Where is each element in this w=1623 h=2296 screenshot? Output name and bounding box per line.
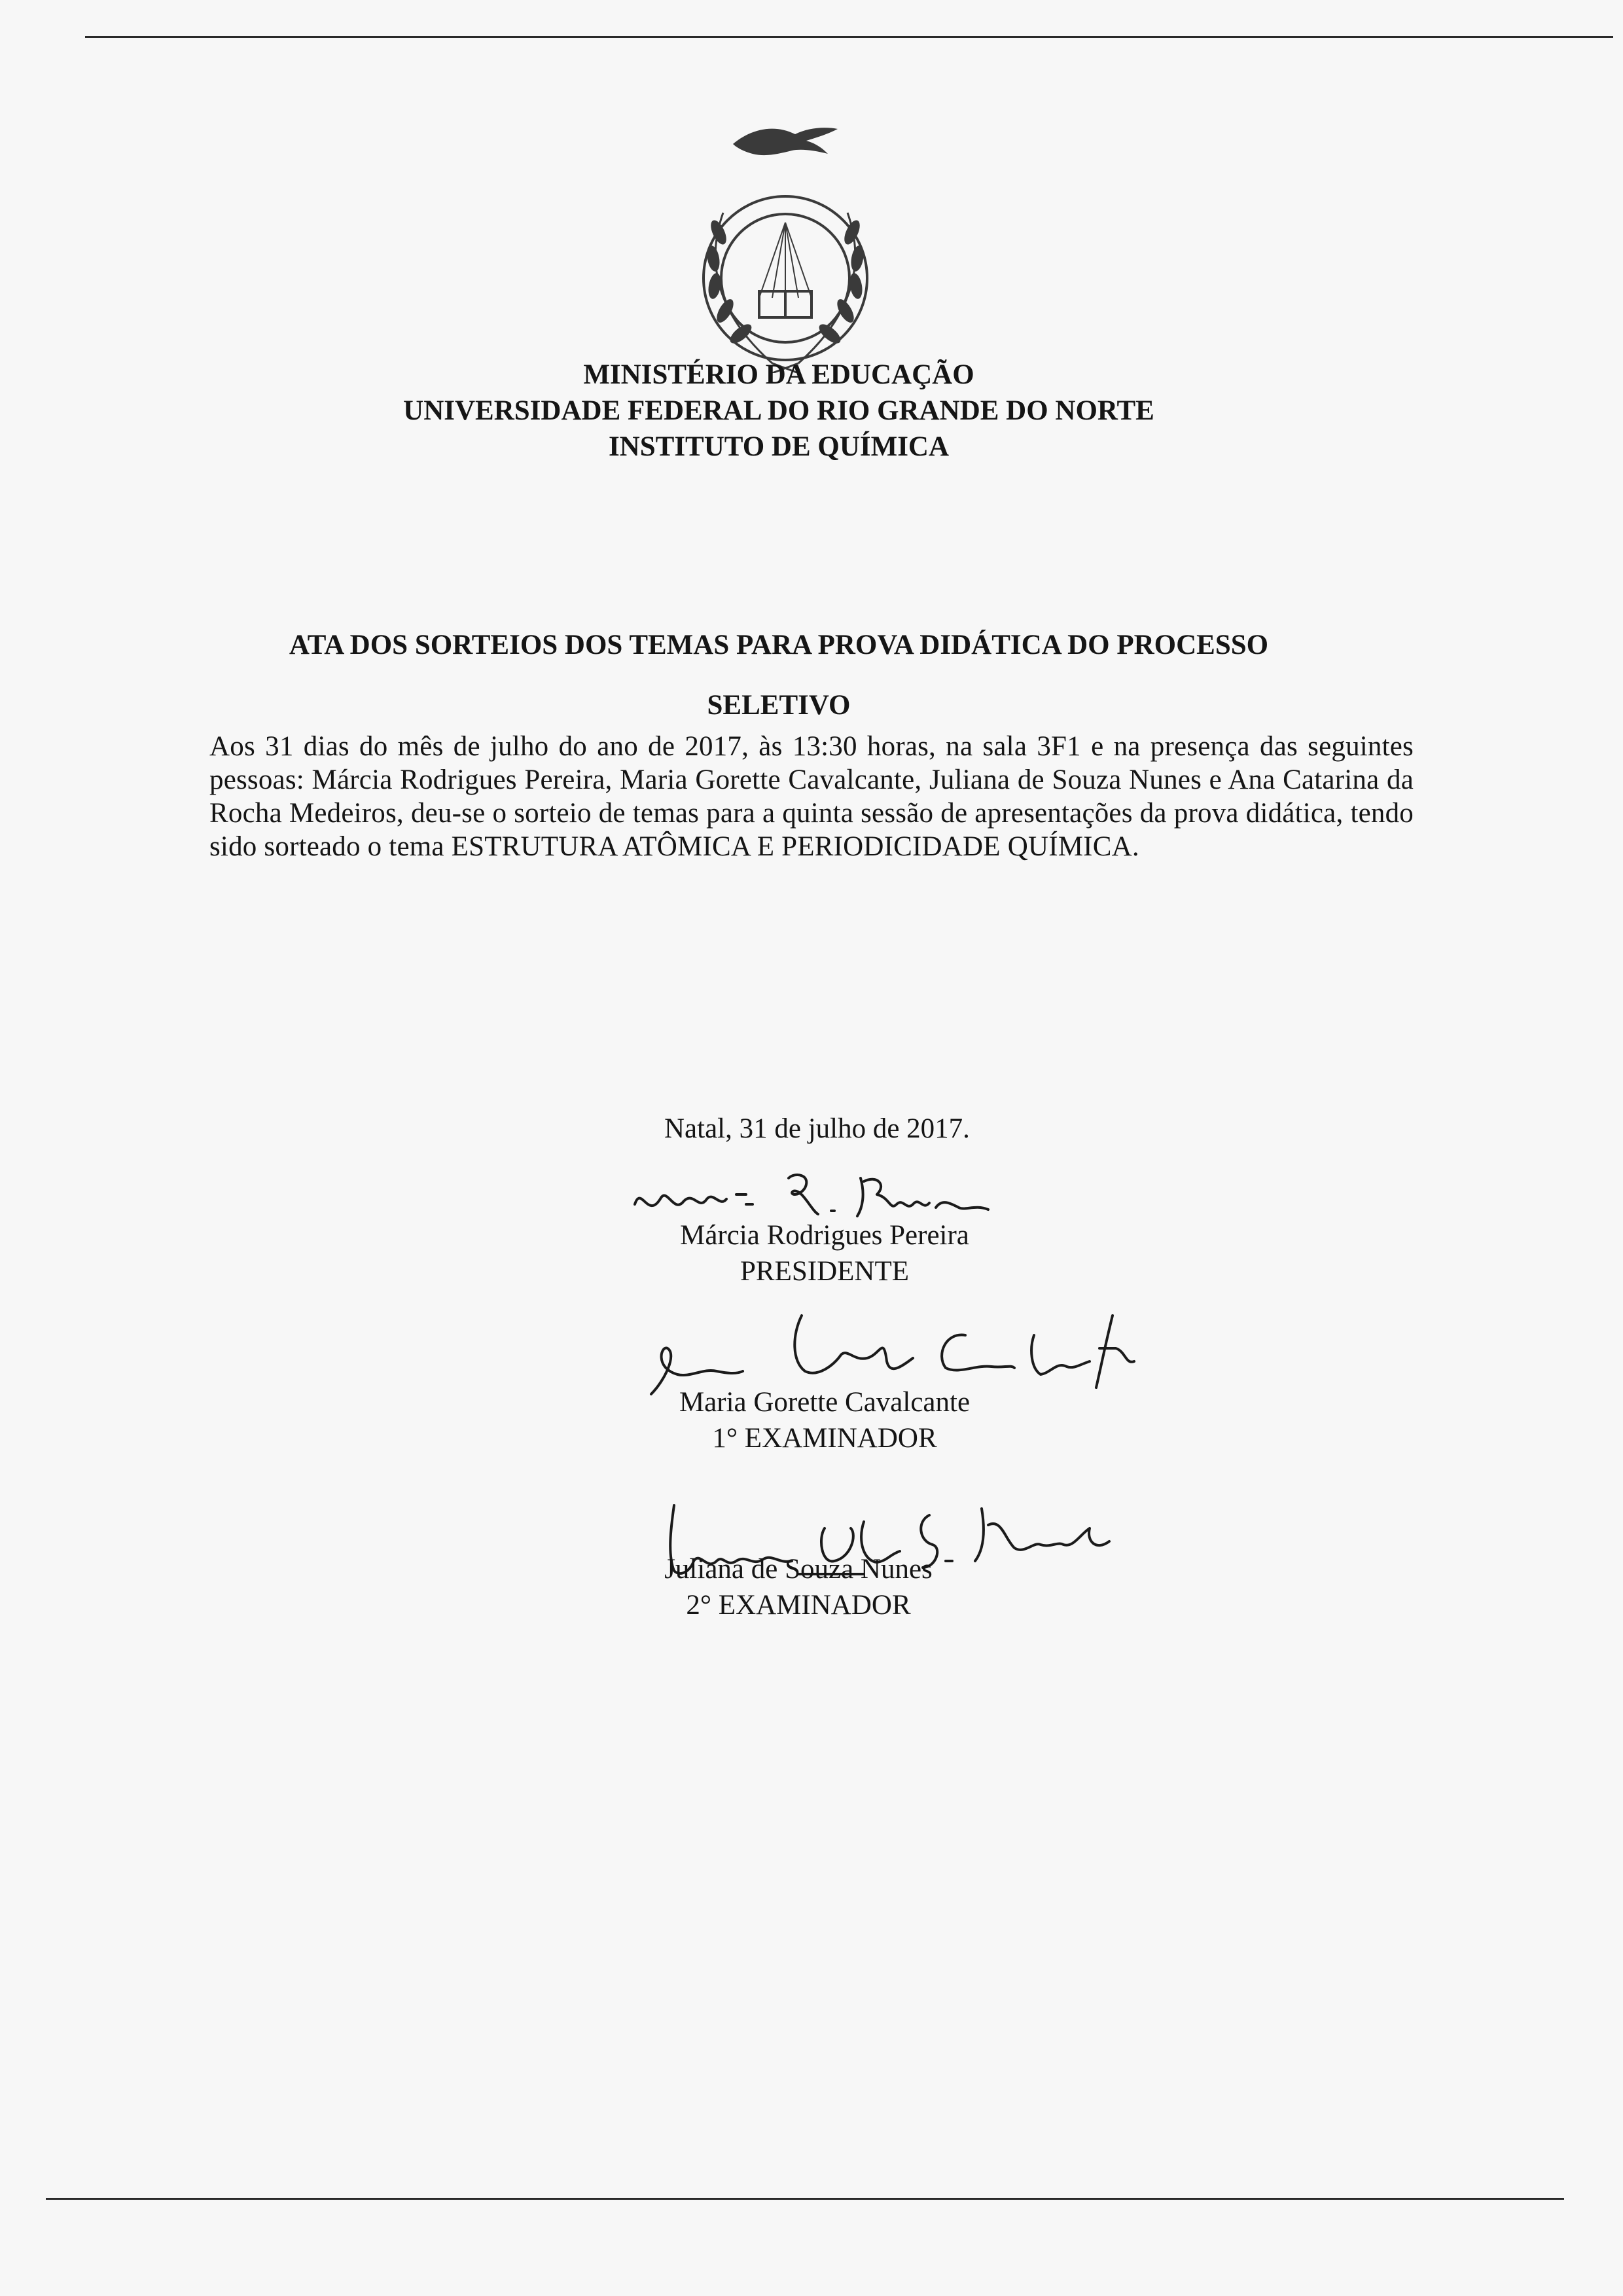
title-line-1: ATA DOS SORTEIOS DOS TEMAS PARA PROVA DIDÁTICA DO PROCESSO [289, 630, 1269, 660]
ministry-line: MINISTÉRIO DA EDUCAÇÃO [583, 359, 974, 390]
bottom-rule [46, 2198, 1564, 2200]
rays-icon [759, 223, 812, 298]
signatory-1-role: PRESIDENTE [740, 1256, 909, 1287]
place-date: Natal, 31 de julho de 2017. [664, 1113, 970, 1144]
signatory-1-name: Márcia Rodrigues Pereira [680, 1220, 969, 1251]
book-icon [759, 291, 812, 317]
signatory-2-role: 1° EXAMINADOR [712, 1423, 937, 1454]
signatory-3-name: Juliana de Souza Nunes [664, 1554, 933, 1585]
title-line-2: SELETIVO [707, 690, 851, 721]
signatory-3 [648, 1551, 949, 1623]
signatory-1 [648, 1217, 1001, 1289]
document-title [0, 615, 1558, 736]
university-line: UNIVERSIDADE FEDERAL DO RIO GRANDE DO NORTE [403, 395, 1154, 426]
signatory-2-name: Maria Gorette Cavalcante [679, 1387, 971, 1418]
signatory-3-role: 2° EXAMINADOR [686, 1590, 911, 1621]
institute-line: INSTITUTO DE QUÍMICA [608, 431, 950, 462]
signatory-2 [648, 1384, 1001, 1456]
top-rule [85, 36, 1613, 38]
bird-icon [733, 128, 838, 155]
institution-header [0, 357, 1558, 465]
body-paragraph: Aos 31 dias do mês de julho do ano de 2017, às 13:30 horas, na sala 3F1 e na presença das seguintes pessoas: Márcia Rodrigues Pereira, Maria Gorette Cavalcante, Juliana de Souza Nunes e Ana Catarina da Rocha Medeiros, deu-se o sorteio de temas para a quinta sessão de apresentações da prova didática, tendo sido sorteado o tema ESTRUTURA ATÔMICA E PERIODICIDADE QUÍMICA. [209, 731, 1414, 862]
university-seal [661, 115, 910, 373]
